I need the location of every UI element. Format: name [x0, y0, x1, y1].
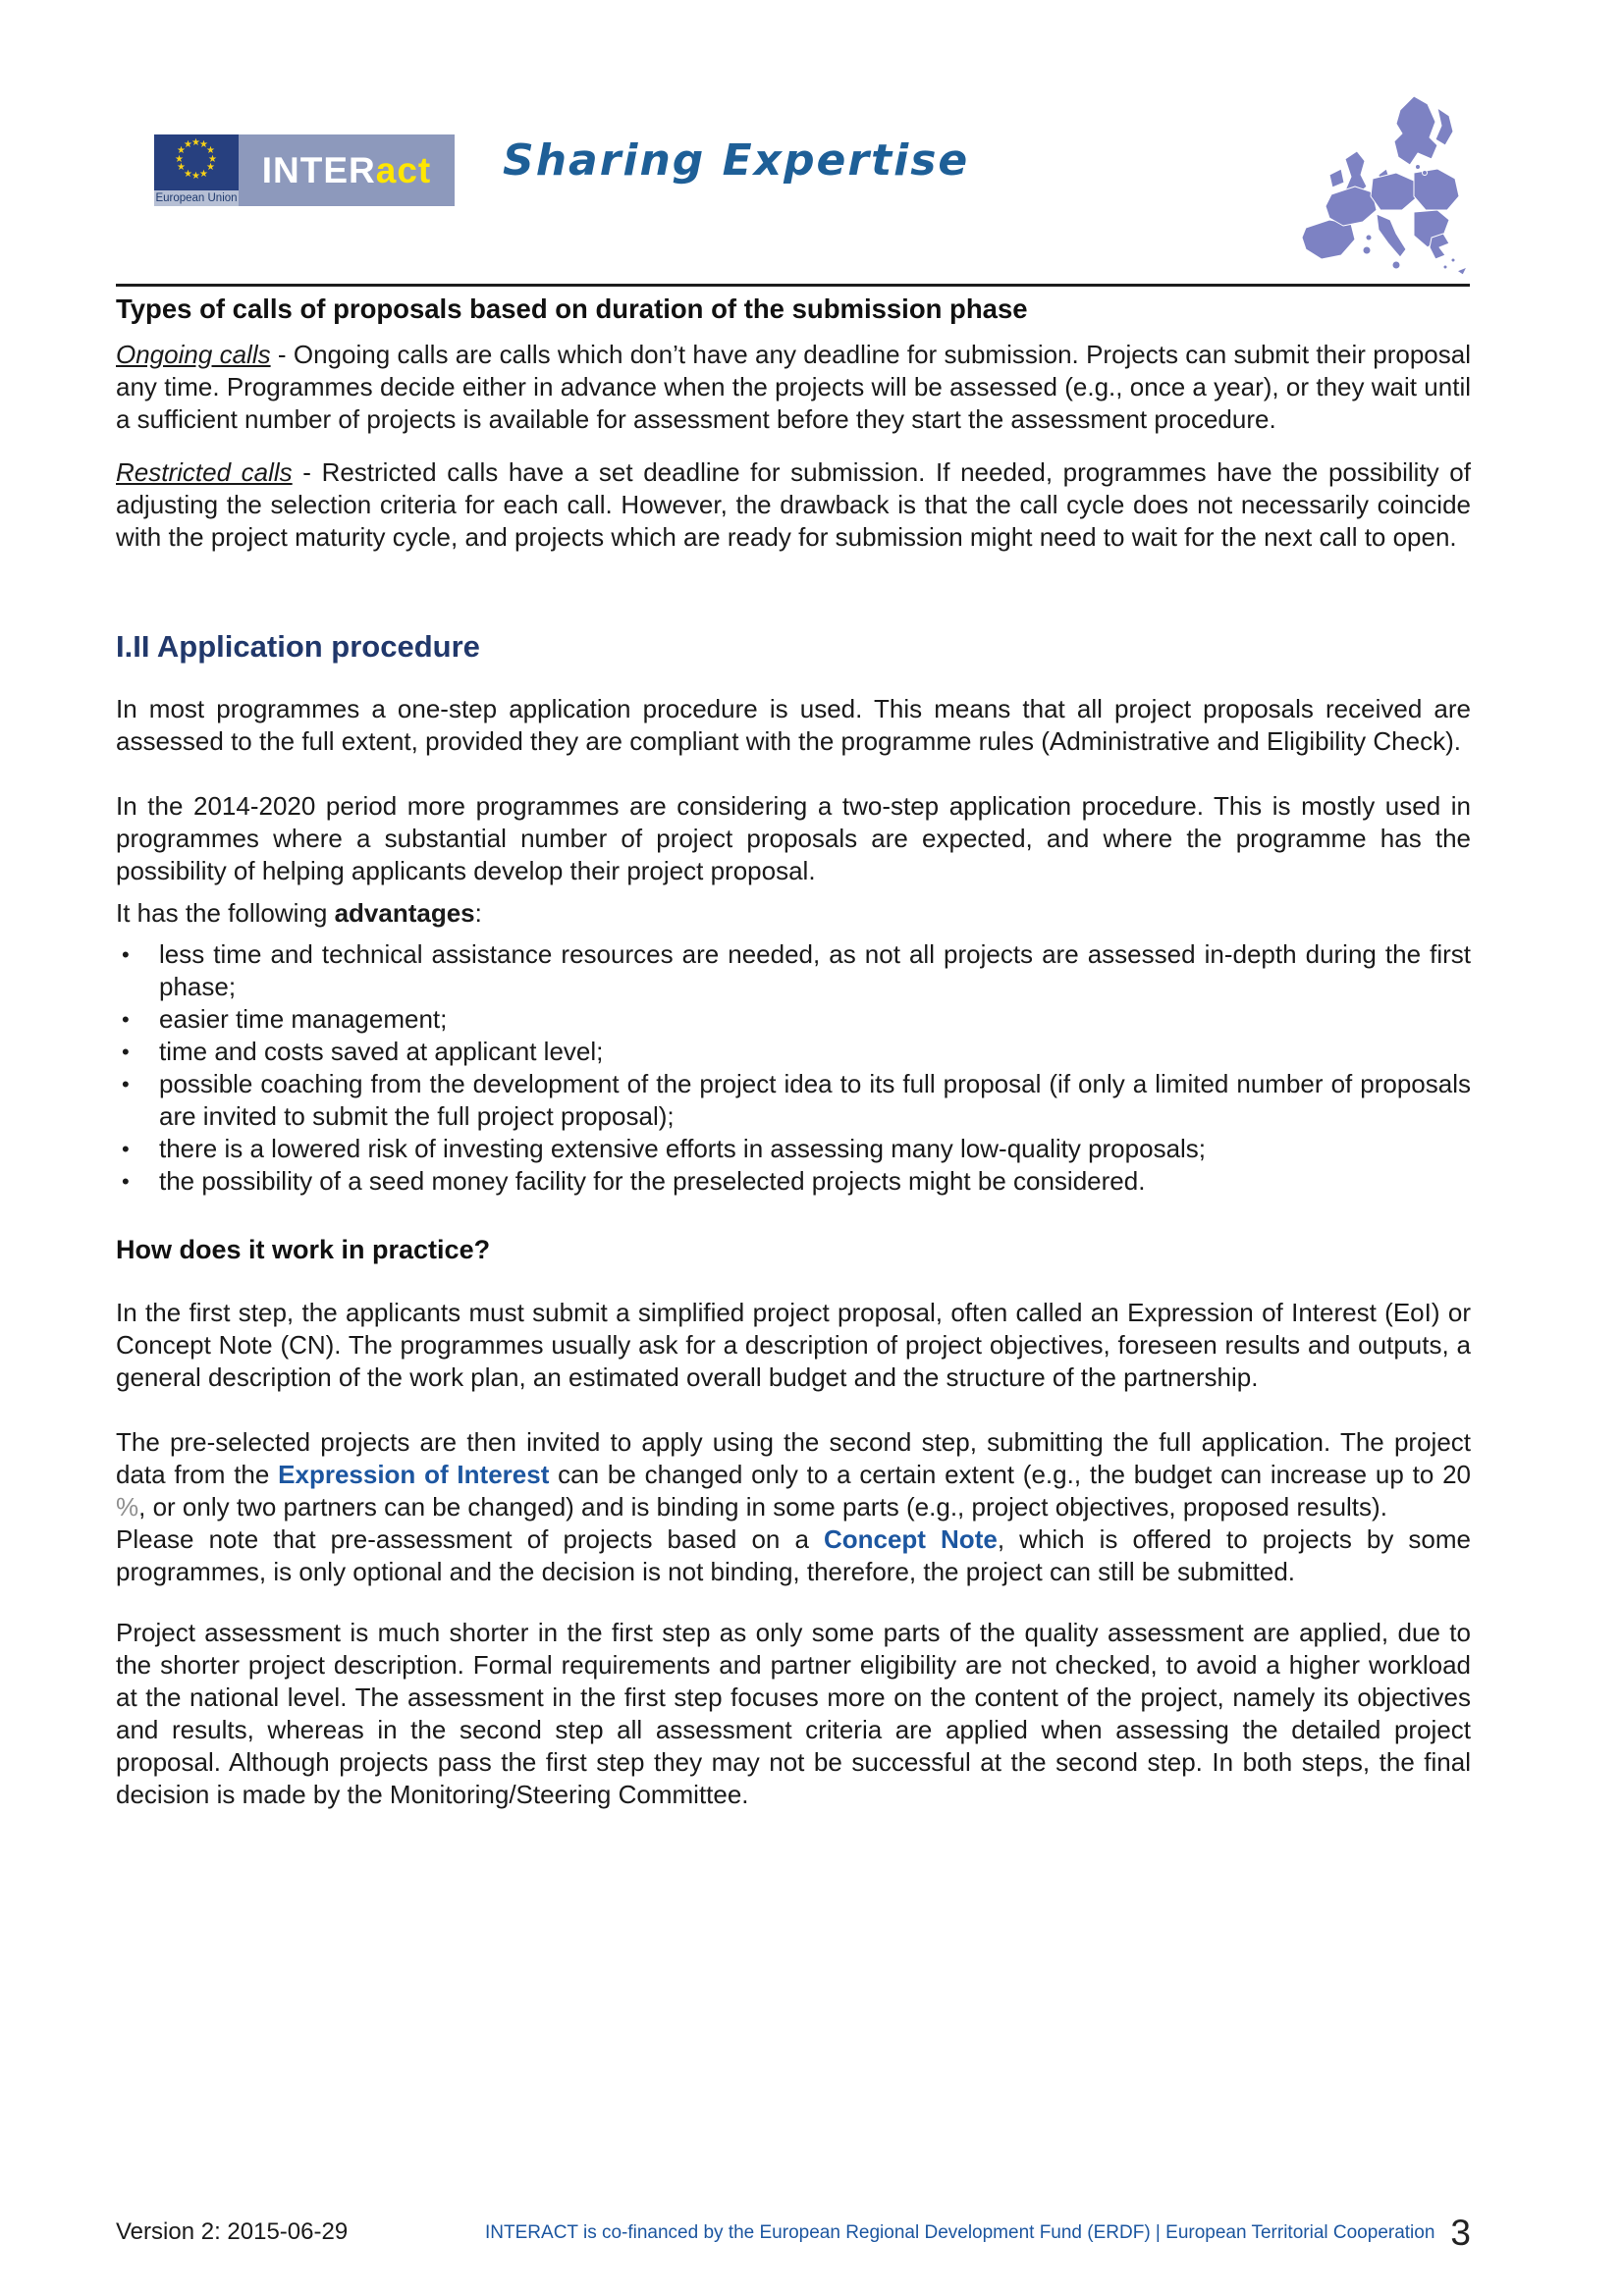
europe-map-icon	[1298, 90, 1473, 283]
cofinance-note: INTERACT is co-financed by the European Regional Development Fund (ERDF) | European Territorial Cooperation	[485, 2222, 1435, 2243]
paragraph-advantages-intro: It has the following advantages:	[116, 898, 482, 928]
bullet-icon: •	[122, 1007, 130, 1032]
inline-reference-link[interactable]: Concept Note	[823, 1524, 998, 1554]
tagline-sharing-expertise: Sharing Expertise	[503, 135, 970, 186]
bullet-icon: •	[122, 1040, 130, 1064]
wordmark-inter: INTER	[261, 149, 376, 190]
inline-reference-link[interactable]: Expression of Interest	[278, 1460, 550, 1489]
interact-logo	[154, 134, 455, 206]
paragraph-please-note: Please note that pre-assessment of projects based on a Concept Note, which is offered to projects by some programmes, is only optional and the decision is not binding, therefore, the project can still be submitted.	[116, 1524, 1471, 1586]
paragraph-restricted-calls: Restricted calls - Restricted calls have a set deadline for submission. If needed, programmes have the possibility of adjusting the selection criteria for each call. However, the drawback is that the call cycle does not necessarily coincide with the project maturity cycle, and projects which are ready for submission might need to wait for the next call to open.	[116, 457, 1471, 552]
list-item: • less time and technical assistance resources are needed, as not all projects are assessed in-depth during the first phase;	[116, 938, 1471, 1003]
document-body	[116, 293, 1471, 1811]
paragraph-one-step: In most programmes a one-step application procedure is used. This means that all project proposals received are assessed to the full extent, provided they are compliant with the programme rules (Administrative and Eligibility Check).	[116, 694, 1471, 756]
list-item: • easier time management;	[116, 1003, 1471, 1036]
header-divider	[116, 284, 1470, 287]
paragraph-ongoing-calls: Ongoing calls - Ongoing calls are calls which don’t have any deadline for submission. Projects can submit their proposal any time. Programmes decide either in advance when the projects will be assessed (e.g., once a year), or they wait until a sufficient number of projects is available for assessment before they start the assessment procedure.	[116, 340, 1471, 434]
paragraph-two-step: In the 2014-2020 period more programmes are considering a two-step application procedure. This is mostly used in programmes where a substantial number of project proposals are expected, and where the programme has the possibility of helping applicants develop their project proposal.	[116, 791, 1471, 885]
list-item: • time and costs saved at applicant level;	[116, 1036, 1471, 1068]
list-item: • there is a lowered risk of investing extensive efforts in assessing many low-quality proposals;	[116, 1133, 1471, 1165]
advantages-list	[116, 938, 1471, 1198]
page-footer	[116, 2215, 1471, 2251]
bullet-icon: •	[122, 1072, 130, 1096]
paragraph-pre-selected: The pre-selected projects are then invited to apply using the second step, submitting the full application. The project data from the Expression of Interest can be changed only to a certain extent (e.g., the budget can increase up to 20 %, or only two partners can be changed) and is binding in some parts (e.g., project objectives, proposed results).	[116, 1427, 1471, 1522]
page-number: 3	[1450, 2213, 1471, 2253]
wordmark-act: act	[375, 149, 432, 190]
section-heading-application-procedure: I.II Application procedure	[116, 629, 480, 664]
bullet-icon: •	[122, 942, 130, 967]
version-label: Version 2: 2015-06-29	[116, 2218, 349, 2245]
section-heading-how-does-it-work: How does it work in practice?	[116, 1235, 491, 1264]
section-heading-types-of-calls: Types of calls of proposals based on duration of the submission phase	[116, 294, 1028, 324]
bullet-icon: •	[122, 1169, 130, 1194]
list-item: • possible coaching from the development of the project idea to its full proposal (if only a limited number of proposals are invited to submit the full project proposal);	[116, 1068, 1471, 1133]
eu-flag-label: European Union	[155, 192, 238, 204]
eu-flag-stars-icon: ★ ★ ★ ★ ★ ★ ★ ★ ★ ★ ★ ★	[154, 134, 239, 190]
paragraph-project-assessment: Project assessment is much shorter in the first step as only some parts of the quality assessment are applied, due to the shorter project description. Formal requirements and partner eligibility are not checked, to avoid a higher workload at the national level. The assessment in the first step focuses more on the content of the project, namely its objectives and results, whereas in the second step all assessment criteria are applied when assessing the detailed project proposal. Although projects pass the first step they may not be successful at the second step. In both steps, the final decision is made by the Monitoring/Steering Committee.	[116, 1618, 1471, 1809]
paragraph-first-step: In the first step, the applicants must submit a simplified project proposal, often called an Expression of Interest (EoI) or Concept Note (CN). The programmes usually ask for a description of project objectives, foreseen results and outputs, a general description of the work plan, an estimated overall budget and the structure of the partnership.	[116, 1298, 1471, 1392]
interact-wordmark	[239, 134, 455, 206]
eu-flag	[154, 134, 239, 206]
bullet-icon: •	[122, 1137, 130, 1161]
list-item: • the possibility of a seed money facility for the preselected projects might be considered.	[116, 1165, 1471, 1198]
